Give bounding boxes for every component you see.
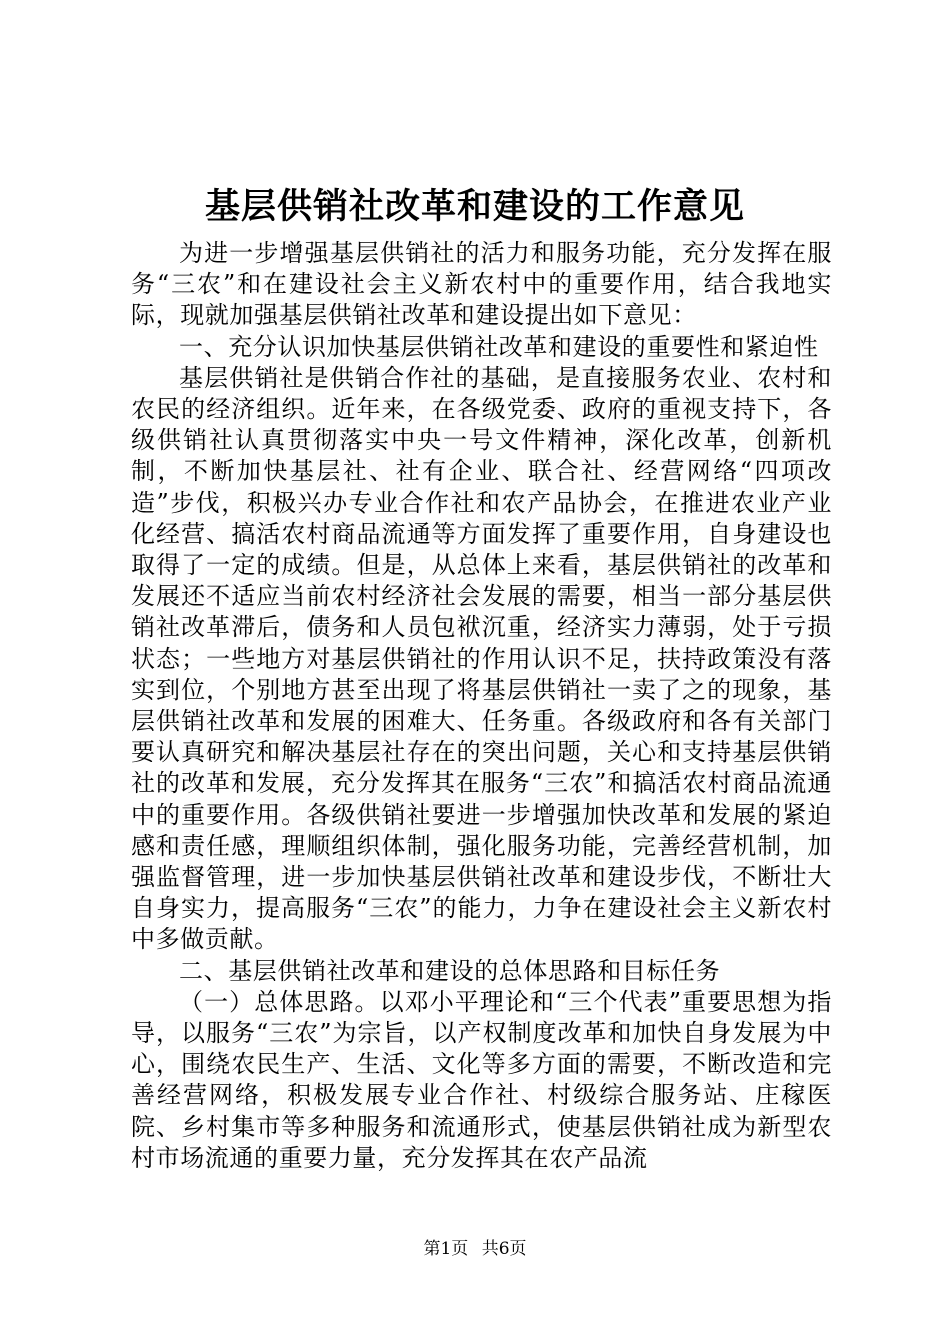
page-footer: [0, 1237, 950, 1261]
paragraph-intro: 为进一步增强基层供销社的活力和服务功能，充分发挥在服务“三农”和在建设社会主义新农村中的重要作用，结合我地实际，现就加强基层供销社改革和建设提出如下意见：: [131, 239, 832, 330]
document-body: [131, 238, 832, 1174]
paragraph-overall-approach: （一）总体思路。以邓小平理论和“三个代表”重要思想为指导，以服务“三农”为宗旨，以产权制度改革和加快自身发展为中心，围绕农民生产、生活、文化等多方面的需要，不断改造和完善经营网络，积极发展专业合作社、村级综合服务站、庄稼医院、乡村集市等多种服务和流通形式，使基层供销社成为新型农村市场流通的重要力量，充分发挥其在农产品流: [131, 987, 832, 1172]
section-heading-1: 一、充分认识加快基层供销社改革和建设的重要性和紧迫性: [179, 332, 819, 361]
section-heading-2: 二、基层供销社改革和建设的总体思路和目标任务: [179, 956, 721, 985]
page-total: 共6页: [481, 1239, 527, 1259]
paragraph-section-1: 基层供销社是供销合作社的基础，是直接服务农业、农村和农民的经济组织。近年来，在各级党委、政府的重视支持下，各级供销社认真贯彻落实中央一号文件精神，深化改革，创新机制，不断加快基层社、社有企业、联合社、经营网络“四项改造”步伐，积极兴办专业合作社和农产品协会，在推进农业产业化经营、搞活农村商品流通等方面发挥了重要作用，自身建设也取得了一定的成绩。但是，从总体上来看，基层供销社的改革和发展还不适应当前农村经济社会发展的需要，相当一部分基层供销社改革滞后，债务和人员包袱沉重，经济实力薄弱，处于亏损状态；一些地方对基层供销社的作用认识不足，扶持政策没有落实到位，个别地方甚至出现了将基层供销社一卖了之的现象，基层供销社改革和发展的困难大、任务重。各级政府和各有关部门要认真研究和解决基层社存在的突出问题，关心和支持基层供销社的改革和发展，充分发挥其在服务“三农”和搞活农村商品流通中的重要作用。各级供销社要进一步增强加快改革和发展的紧迫感和责任感，理顺组织体制，强化服务功能，完善经营机制，加强监督管理，进一步加快基层供销社改革和建设步伐，不断壮大自身实力，提高服务“三农”的能力，力争在建设社会主义新农村中多做贡献。: [131, 363, 832, 954]
page-number: 第1页: [423, 1239, 469, 1259]
document-title: 基层供销社改革和建设的工作意见: [204, 186, 745, 227]
